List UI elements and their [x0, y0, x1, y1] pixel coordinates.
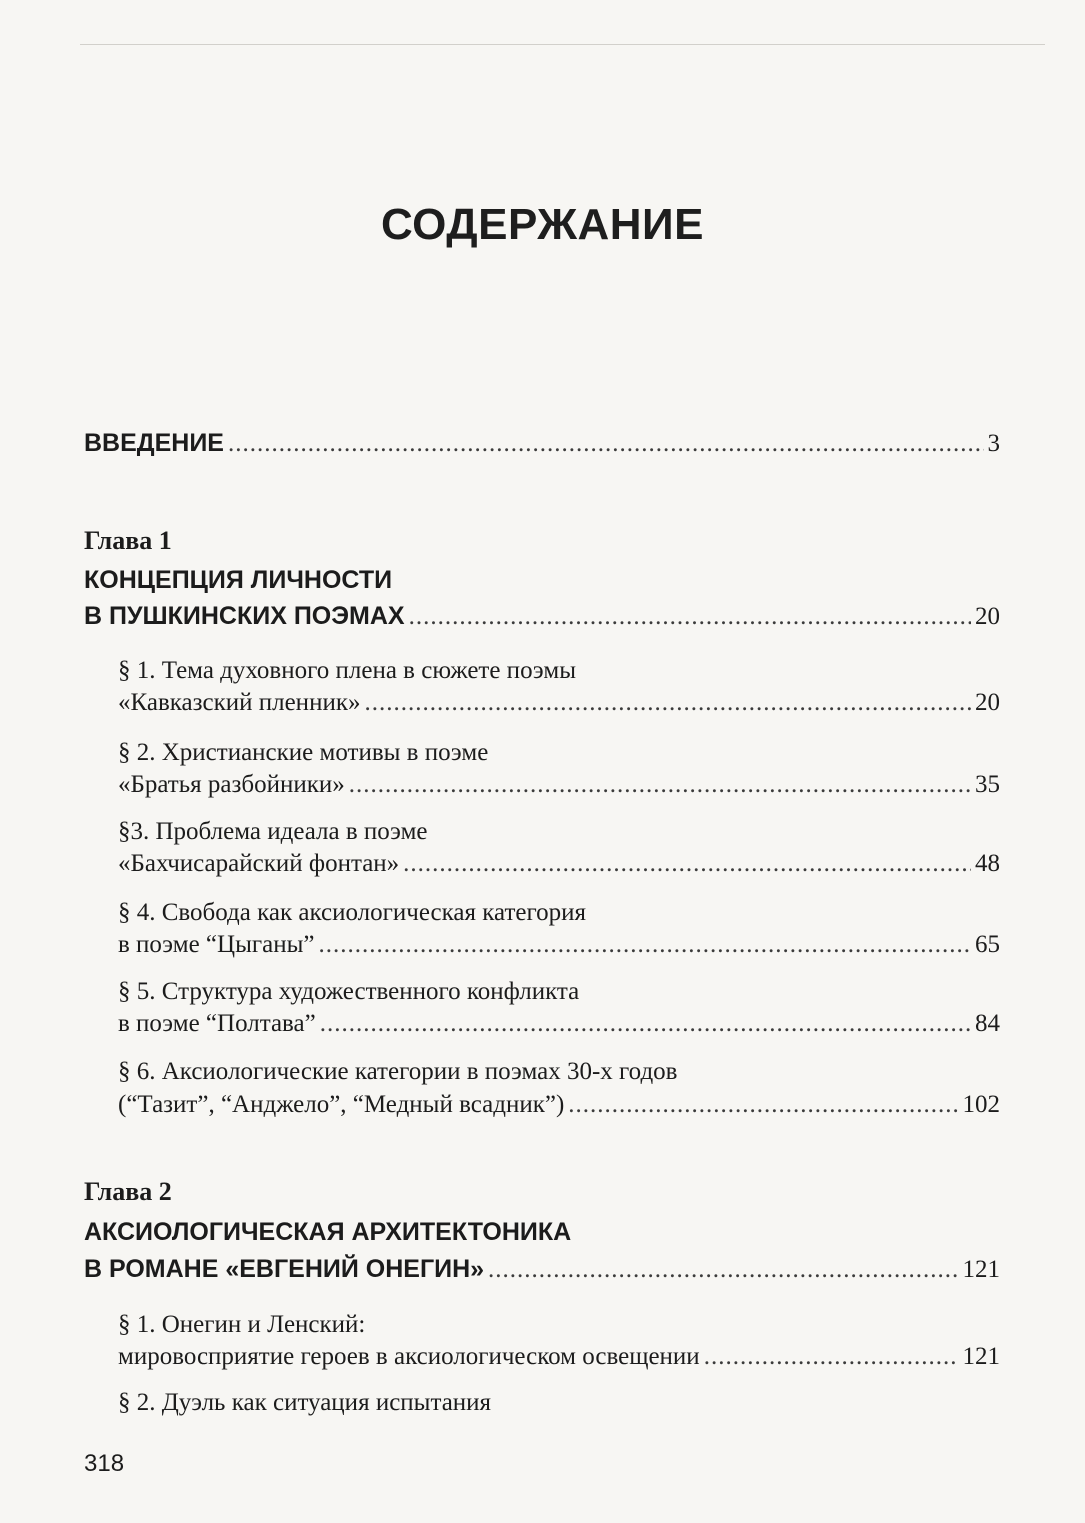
dot-leader	[318, 930, 971, 960]
toc-section-label: мировосприятие героев в аксиологическом освещении	[118, 1343, 700, 1370]
toc-page-number: 121	[962, 1256, 1000, 1283]
toc-section-label: (“Тазит”, “Анджело”, “Медный всадник”)	[118, 1091, 565, 1118]
toc-section-1-4-line1: § 4. Свобода как аксиологическая категория	[118, 899, 587, 926]
toc-section-1-3-line1: §3. Проблема идеала в поэме	[118, 818, 428, 845]
toc-section-2-1[interactable]	[118, 1342, 1000, 1372]
running-header-rule	[80, 10, 1045, 45]
dot-leader	[488, 1255, 958, 1285]
chapter-2-title-line1: АКСИОЛОГИЧЕСКАЯ АРХИТЕКТОНИКА	[84, 1218, 572, 1246]
page-title: СОДЕРЖАНИЕ	[380, 200, 705, 249]
toc-section-2-1-line1: § 1. Онегин и Ленский:	[118, 1311, 366, 1338]
toc-section-label: «Кавказский пленник»	[118, 689, 361, 716]
dot-leader	[349, 770, 971, 800]
toc-section-1-6-line1: § 6. Аксиологические категории в поэмах 30-х годов	[118, 1058, 678, 1085]
toc-section-1-2-line1: § 2. Христианские мотивы в поэме	[118, 739, 489, 766]
toc-page-number: 65	[975, 931, 1000, 958]
toc-page-number: 3	[987, 430, 1000, 457]
chapter-2-title-line2: В РОМАНЕ «ЕВГЕНИЙ ОНЕГИН»	[84, 1255, 485, 1283]
toc-entry-introduction[interactable]	[84, 428, 1000, 459]
toc-section-1-1[interactable]	[118, 688, 1000, 718]
toc-section-1-3[interactable]	[118, 849, 1000, 879]
toc-section-label: «Братья разбойники»	[118, 771, 345, 798]
toc-page-number: 121	[962, 1343, 1000, 1370]
toc-section-1-1-line1: § 1. Тема духовного плена в сюжете поэмы	[118, 657, 576, 684]
toc-page-number: 20	[975, 689, 1000, 716]
dot-leader	[320, 1009, 971, 1039]
toc-section-label: «Бахчисарайский фонтан»	[118, 850, 400, 877]
toc-page-number: 84	[975, 1010, 1000, 1037]
toc-section-1-4[interactable]	[118, 930, 1000, 960]
chapter-1-title-line2: В ПУШКИНСКИХ ПОЭМАХ	[84, 602, 405, 630]
toc-page-number: 35	[975, 771, 1000, 798]
toc-section-1-5-line1: § 5. Структура художественного конфликта	[118, 978, 580, 1005]
dot-leader	[403, 849, 971, 879]
page-number: 318	[84, 1450, 125, 1477]
chapter-1-label: Глава 1	[84, 526, 172, 555]
toc-section-1-5[interactable]	[118, 1009, 1000, 1039]
toc-entry-label: ВВЕДЕНИЕ	[84, 429, 224, 457]
toc-section-label: в поэме “Цыганы”	[118, 931, 315, 958]
toc-section-1-6[interactable]	[118, 1090, 1000, 1120]
toc-page-number: 20	[975, 603, 1000, 630]
toc-entry-chapter-1[interactable]	[84, 601, 1000, 632]
toc-section-label: в поэме “Полтава”	[118, 1010, 316, 1037]
dot-leader	[568, 1090, 958, 1120]
toc-entry-chapter-2[interactable]	[84, 1254, 1000, 1285]
toc-page-number: 48	[975, 850, 1000, 877]
chapter-2-label: Глава 2	[84, 1177, 172, 1206]
dot-leader	[704, 1342, 959, 1372]
toc-section-2-2-line1[interactable]: § 2. Дуэль как ситуация испытания	[118, 1389, 492, 1416]
dot-leader	[364, 688, 971, 718]
toc-page-number: 102	[962, 1091, 1000, 1118]
toc-section-1-2[interactable]	[118, 770, 1000, 800]
dot-leader	[409, 602, 971, 632]
chapter-1-title-line1: КОНЦЕПЦИЯ ЛИЧНОСТИ	[84, 566, 393, 594]
dot-leader	[228, 429, 984, 459]
